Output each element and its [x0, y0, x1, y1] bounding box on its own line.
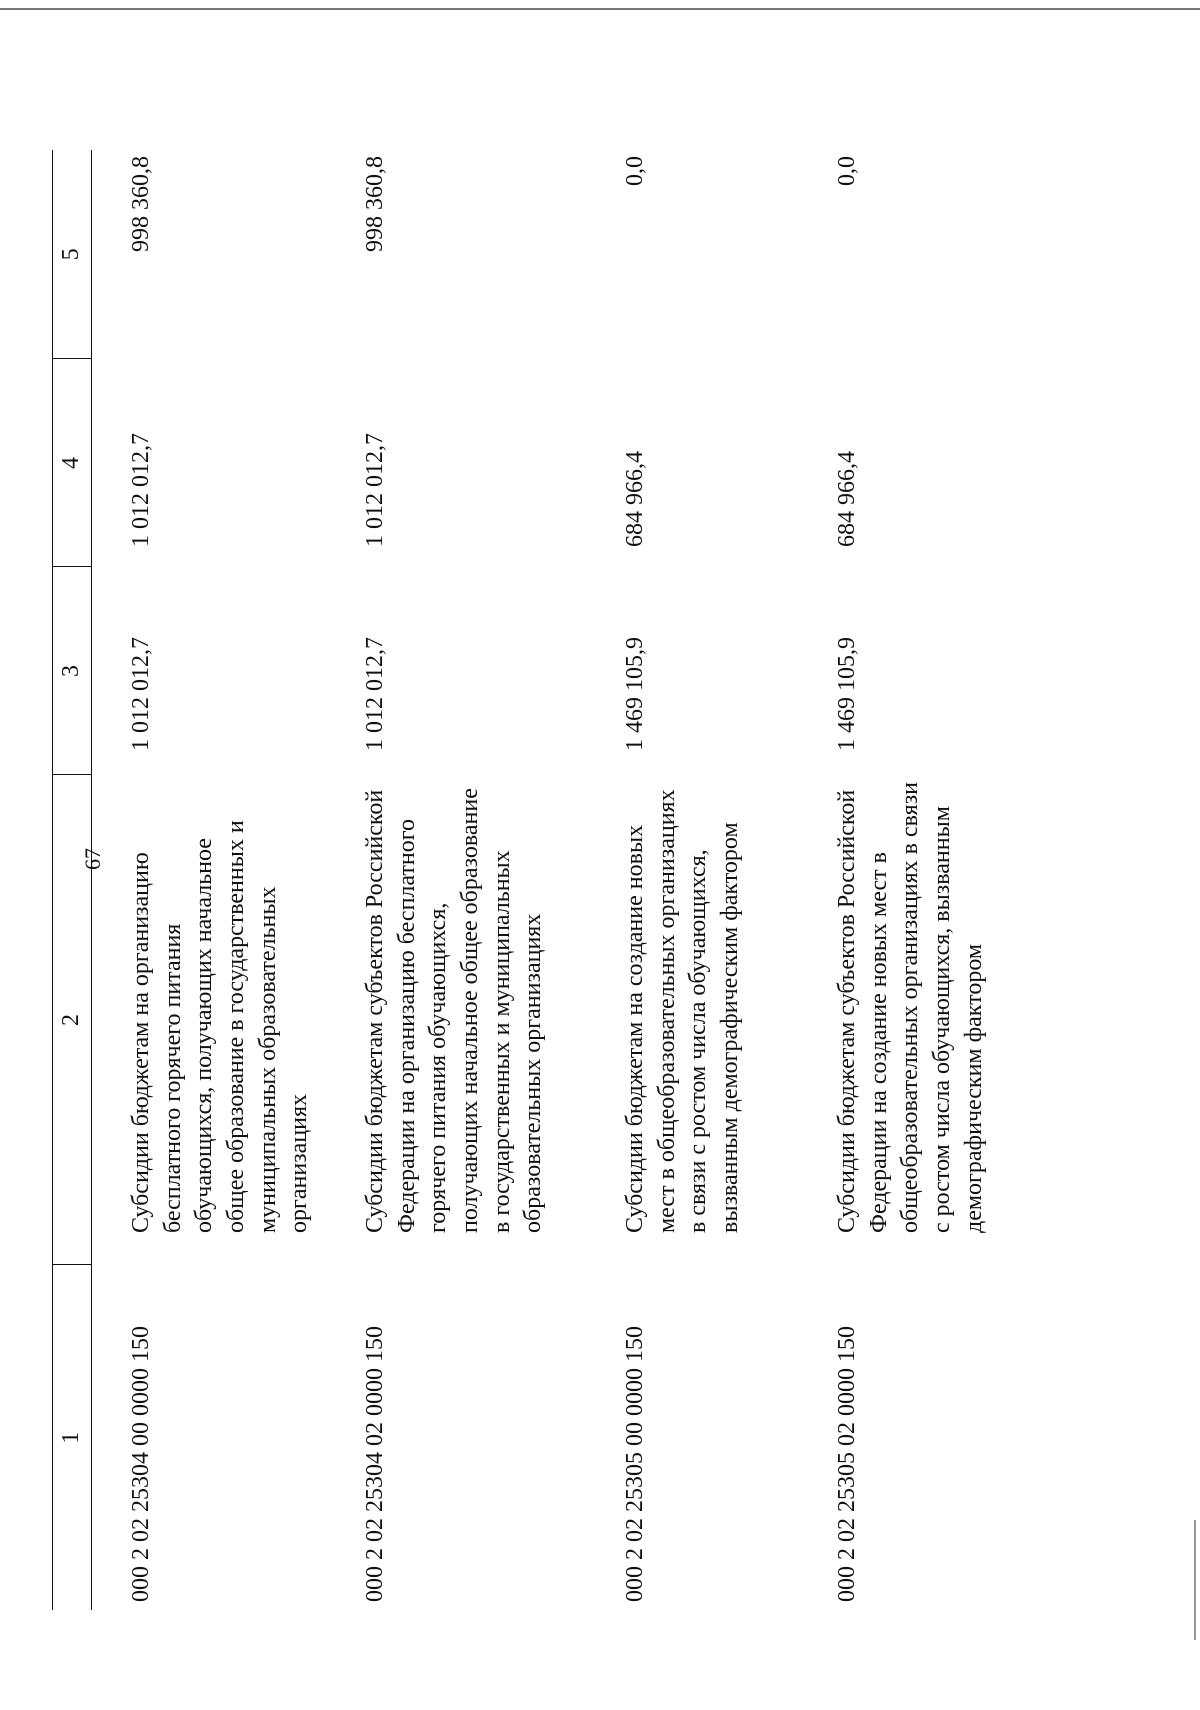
- value-col5-cell: 0,0: [622, 156, 648, 186]
- table-header-row: [53, 150, 92, 1610]
- value-col5-cell: 998 360,8: [128, 156, 154, 252]
- header-col-1: 1: [53, 1265, 92, 1610]
- value-col4-cell: 684 966,4: [834, 451, 860, 547]
- value-col3-cell: 1 469 105,9: [834, 637, 860, 751]
- value-col4-cell: 1 012 012,7: [362, 433, 388, 547]
- value-col5-cell: 998 360,8: [362, 156, 388, 252]
- budget-code-cell: 000 2 02 25305 02 0000 150: [834, 1326, 860, 1602]
- value-col5-cell: 0,0: [834, 156, 860, 186]
- description-cell: Субсидии бюджетам на организацию бесплатного горячего питания обучающихся, получающих начальное общее образование в государственных и муниципальных образовательных организациях: [128, 820, 313, 1233]
- table-row: [586, 150, 798, 1610]
- value-col3-cell: 1 012 012,7: [128, 637, 154, 751]
- value-col4-cell: 1 012 012,7: [128, 433, 154, 547]
- table-row: [92, 150, 327, 1610]
- budget-code-cell: 000 2 02 25304 02 0000 150: [362, 1326, 388, 1602]
- value-col3-cell: 1 469 105,9: [622, 637, 648, 751]
- table-row: [326, 150, 586, 1610]
- header-col-5: 5: [53, 150, 92, 359]
- header-col-3: 3: [53, 567, 92, 775]
- description-cell: Субсидии бюджетам субъектов Российской Федерации на создание новых мест в общеобразовательных организациях в связи с ростом числа обучающихся, вызванным демографическим фактором: [834, 781, 987, 1233]
- description-cell: Субсидии бюджетам на создание новых мест в общеобразовательных организациях в связи с ростом числа обучающихся, вызванным демографическим фактором: [622, 789, 744, 1233]
- description-cell: Субсидии бюджетам субъектов Российской Федерации на организацию бесплатного горячего питания обучающихся, получающих начальное общее образование в государственных и муниципальных образовательных организациях: [362, 788, 547, 1233]
- budget-code-cell: 000 2 02 25304 00 0000 150: [128, 1326, 154, 1602]
- value-col3-cell: 1 012 012,7: [362, 637, 388, 751]
- budget-code-cell: 000 2 02 25305 00 0000 150: [622, 1326, 648, 1602]
- header-col-2: 2: [53, 775, 92, 1265]
- table-row: [798, 150, 1052, 1610]
- budget-table: [52, 150, 1052, 1610]
- header-col-4: 4: [53, 359, 92, 567]
- value-col4-cell: 684 966,4: [622, 451, 648, 547]
- page-number: 67: [80, 848, 105, 870]
